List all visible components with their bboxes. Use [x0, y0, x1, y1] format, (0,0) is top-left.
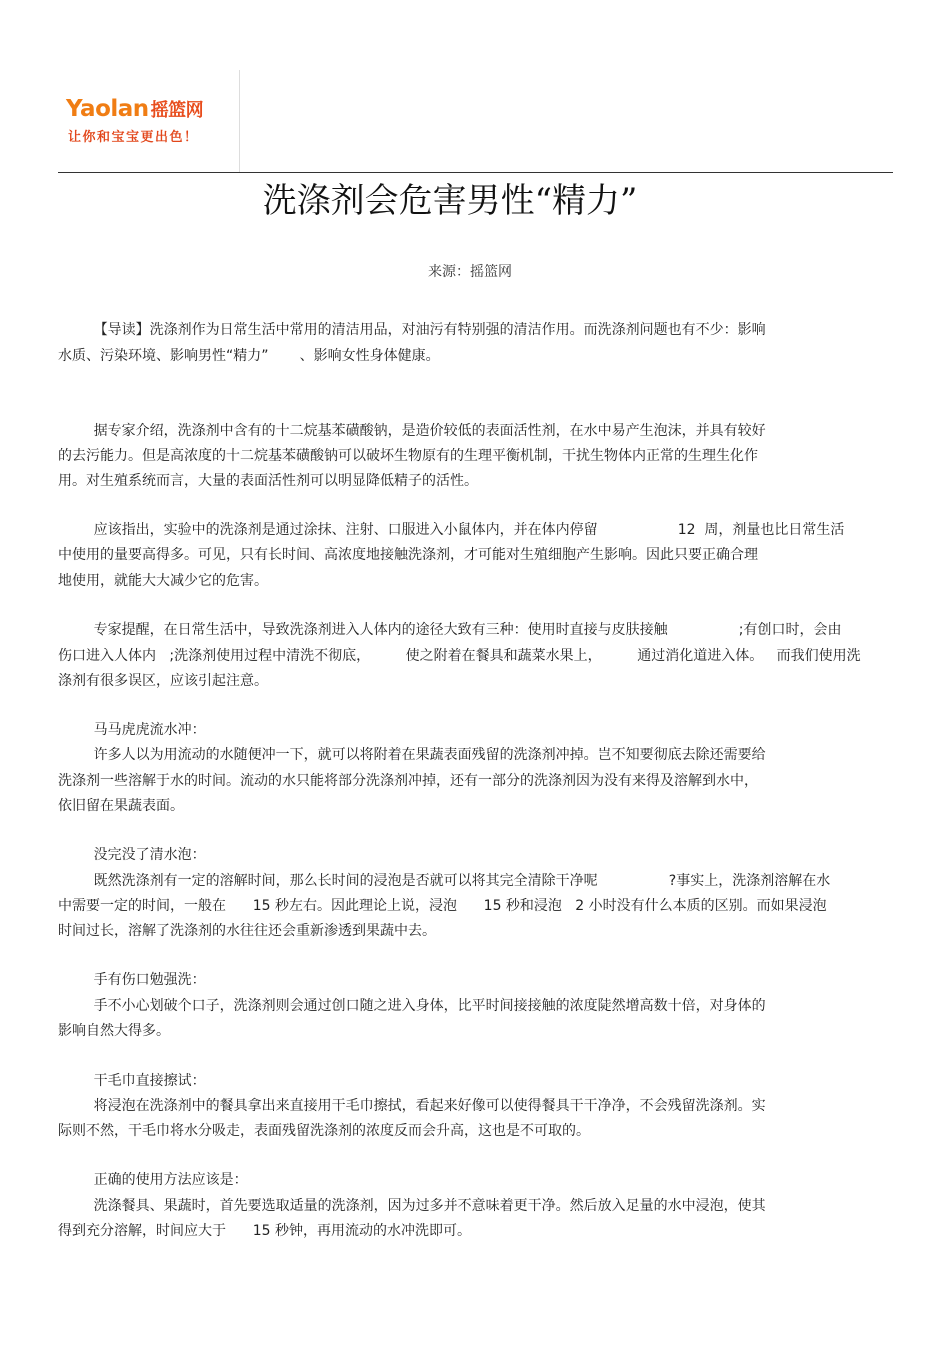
- section-heading: 手有伤口勉强洗：: [58, 972, 206, 988]
- paragraph-line: 的去污能力。但是高浓度的十二烷基苯磺酸钠可以破坏生物原有的生理平衡机制，干扰生物体内正常的生理生化作: [58, 448, 758, 464]
- paragraph-line: 将浸泡在洗涤剂中的餐具拿出来直接用干毛巾擦拭，看起来好像可以使得餐具干干净净，不会残留洗涤剂。实: [58, 1098, 766, 1114]
- paragraph-line: 许多人以为用流动的水随便冲一下，就可以将附着在果蔬表面残留的洗涤剂冲掉。岂不知要彻底去除还需要给: [58, 747, 766, 763]
- logo-slogan: 让你和宝宝更出色！: [68, 130, 199, 145]
- article-title: 洗涤剂会危害男性“精力”: [262, 181, 638, 221]
- paragraph-line: 用。对生殖系统而言，大量的表面活性剂可以明显降低精子的活性。: [58, 473, 478, 489]
- paragraph-line: 专家提醒，在日常生活中，导致洗涤剂进入人体内的途径大致有三种：使用时直接与皮肤接触 ;有创口时，会由: [58, 622, 842, 638]
- paragraph-line: 据专家介绍，洗涤剂中含有的十二烷基苯磺酸钠，是造价较低的表面活性剂，在水中易产生泡沫，并具有较好: [58, 423, 766, 439]
- paragraph-line: 得到充分溶解，时间应大于 15 秒钟，再用流动的水冲洗即可。: [58, 1223, 471, 1239]
- paragraph-line: 伤口进入人体内 ;洗涤剂使用过程中清洗不彻底， 使之附着在餐具和蔬菜水果上， 通过消化道进入体。 而我们使用洗: [58, 648, 861, 664]
- paragraph-line: 应该指出，实验中的洗涤剂是通过涂抹、注射、口服进入小鼠体内，并在体内停留 12 周，剂量也比日常生活: [58, 522, 845, 538]
- paragraph-line: 依旧留在果蔬表面。: [58, 798, 184, 814]
- paragraph-line: 洗涤剂一些溶解于水的时间。流动的水只能将部分洗涤剂冲掉，还有一部分的洗涤剂因为没有来得及溶解到水中，: [58, 773, 758, 789]
- intro-line: 水质、污染环境、影响男性“精力” 、影响女性身体健康。: [58, 348, 440, 364]
- section-heading: 正确的使用方法应该是：: [58, 1172, 248, 1188]
- paragraph-line: 洗涤餐具、果蔬时，首先要选取适量的洗涤剂，因为过多并不意味着更干净。然后放入足量的水中浸泡，使其: [58, 1198, 766, 1214]
- paragraph-line: 影响自然大得多。: [58, 1023, 170, 1039]
- logo-wordmark: [66, 96, 203, 124]
- paragraph-line: 既然洗涤剂有一定的溶解时间，那么长时间的浸泡是否就可以将其完全清除干净呢 ?事实上，洗涤剂溶解在水: [58, 873, 831, 889]
- section-heading: 干毛巾直接擦试：: [58, 1073, 206, 1089]
- paragraph-line: 涤剂有很多误区，应该引起注意。: [58, 673, 268, 689]
- paragraph-line: 中使用的量要高得多。可见，只有长时间、高浓度地接触洗涤剂，才可能对生殖细胞产生影响。因此只要正确合理: [58, 547, 758, 563]
- paragraph-line: 手不小心划破个口子，洗涤剂则会通过创口随之进入身体，比平时间接接触的浓度陡然增高数十倍，对身体的: [58, 998, 766, 1014]
- section-heading: 马马虎虎流水冲：: [58, 722, 206, 738]
- paragraph-line: 际则不然，干毛巾将水分吸走，表面残留洗涤剂的浓度反而会升高，这也是不可取的。: [58, 1123, 590, 1139]
- site-logo: [58, 70, 240, 172]
- section-heading: 没完没了清水泡：: [58, 847, 206, 863]
- paragraph-line: 时间过长，溶解了洗涤剂的水往往还会重新渗透到果蔬中去。: [58, 923, 436, 939]
- logo-chinese-text: 摇篮网: [150, 100, 204, 121]
- header-divider: [58, 172, 893, 173]
- paragraph-line: 地使用，就能大大减少它的危害。: [58, 573, 268, 589]
- paragraph-line: 中需要一定的时间，一般在 15 秒左右。因此理论上说，浸泡 15 秒和浸泡 2 小时没有什么本质的区别。而如果浸泡: [58, 898, 827, 914]
- intro-line: 【导读】洗涤剂作为日常生活中常用的清洁用品，对油污有特别强的清洁作用。而洗涤剂问题也有不少：影响: [58, 322, 766, 338]
- article-source: 来源：摇篮网: [428, 264, 512, 280]
- logo-latin-text: Yaolan: [66, 96, 149, 122]
